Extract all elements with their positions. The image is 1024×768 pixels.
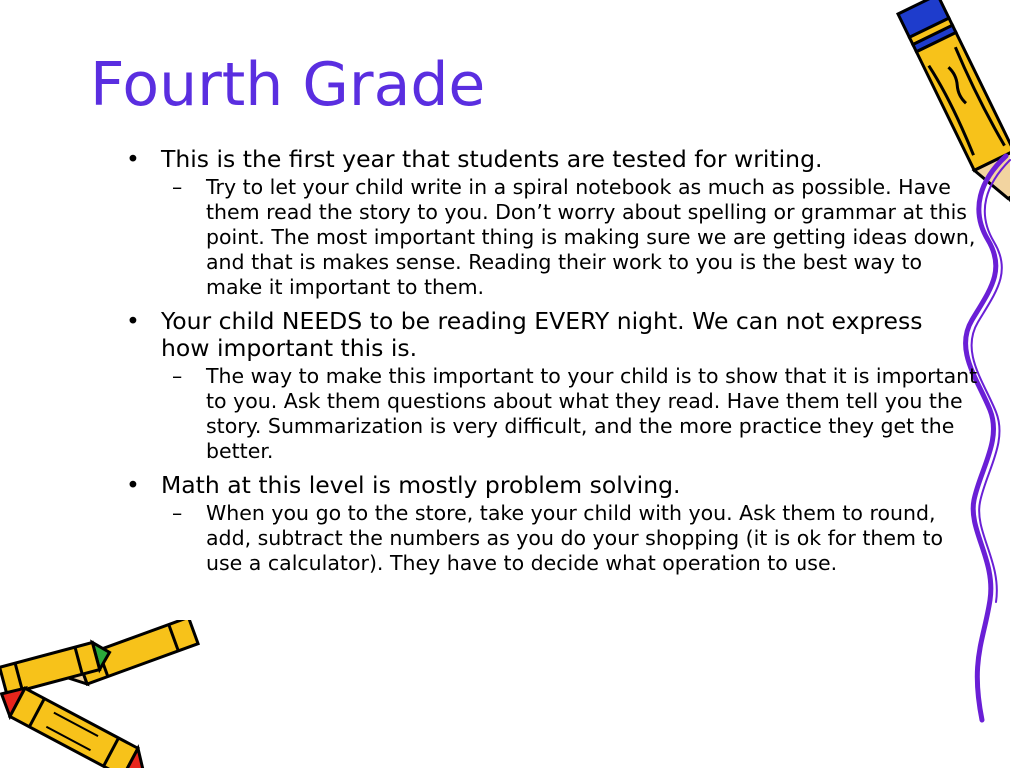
slide-body (126, 146, 978, 576)
bullet-text: Your child NEEDS to be reading EVERY night. We can not express how important this is. (161, 307, 923, 362)
bullet-point (126, 472, 978, 499)
sub-point-text: Try to let your child write in a spiral notebook as much as possible. Have them read the story to you. Don’t worry about spelling or grammar at this point. The most important thing is making sure we are getting ideas down, and that is makes sense. Reading their work to you is the best way to make it important to them. (206, 175, 976, 299)
bullet-icon: • (126, 471, 140, 499)
bullet-icon: • (126, 307, 140, 335)
bullet-text: This is the first year that students are tested for writing. (161, 145, 823, 173)
dash-icon: – (172, 175, 183, 199)
sub-point-text: When you go to the store, take your child with you. Ask them to round, add, subtract the numbers as you do your shopping (it is ok for them to use a calculator). They have to decide what operation to use. (206, 501, 944, 575)
bullet-point (126, 146, 978, 173)
bullet-text: Math at this level is mostly problem solving. (161, 471, 681, 499)
sub-point (126, 364, 978, 464)
sub-point-text: The way to make this important to your child is to show that it is important to you. Ask them questions about what they read. Have them tell you the story. Summarization is very difficult, and the more practice they get the better. (206, 364, 978, 463)
bullet-icon: • (126, 145, 140, 173)
dash-icon: – (172, 501, 183, 525)
crayon-icon (0, 620, 210, 768)
sub-point (126, 501, 978, 576)
bullet-point (126, 308, 978, 362)
slide-title: Fourth Grade (90, 50, 486, 120)
dash-icon: – (172, 364, 183, 388)
sub-point (126, 175, 978, 300)
